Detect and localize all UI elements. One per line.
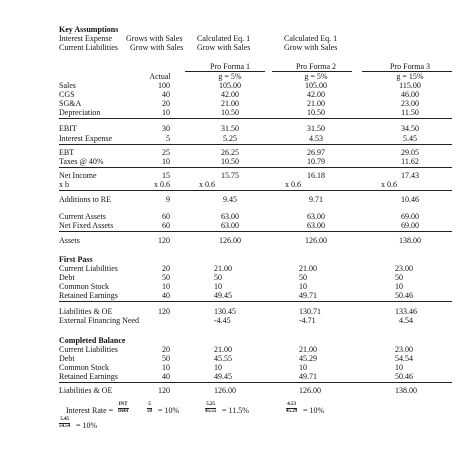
formula-denominator: Debt xyxy=(118,409,129,414)
row-pf1: 10.50 xyxy=(221,157,239,166)
row-pf1: 9.45 xyxy=(223,195,237,204)
row-pf3: 23.00 xyxy=(395,345,413,354)
row-pf1: 10.50 xyxy=(221,108,239,117)
row-pf3: x 0.6 xyxy=(381,180,397,189)
row-pf2: 49.71 xyxy=(299,291,317,300)
row-pf1: 15.75 xyxy=(221,171,239,180)
row-label: Debt xyxy=(59,273,75,282)
row-pf2: 63.00 xyxy=(307,212,325,221)
row-pf1: 50 xyxy=(214,273,222,282)
row-actual: 60 xyxy=(162,221,170,230)
row-pf3: 46.00 xyxy=(401,90,419,99)
growth-pf2: g = 5% xyxy=(304,72,328,81)
row-pf1: 63.00 xyxy=(221,221,239,230)
row-pf3: 10 xyxy=(395,363,403,372)
row-pf1: 5.25 xyxy=(223,134,237,143)
row-pf3: 50 xyxy=(395,273,403,282)
row-pf1: 21.00 xyxy=(221,99,239,108)
rate-denominator: 50 xyxy=(147,409,152,414)
row-label: Current Assets xyxy=(59,212,106,221)
first-pass-heading: First Pass xyxy=(59,255,93,264)
row-pf1: 126.00 xyxy=(219,236,241,245)
row-label: Liabilities & OE xyxy=(59,386,113,395)
row-actual: 120 xyxy=(158,236,170,245)
row-pf2: 126.00 xyxy=(299,386,321,395)
row-pf3: 138.00 xyxy=(395,386,417,395)
row-pf2: 21.00 xyxy=(299,264,317,273)
row-actual: 120 xyxy=(158,386,170,395)
rate-numerator: 4.53 xyxy=(287,402,296,407)
row-pf2: 10 xyxy=(299,363,307,372)
row-pf3: 133.46 xyxy=(395,307,417,316)
row-label: EBT xyxy=(59,148,75,157)
row-pf2: 4.53 xyxy=(309,134,323,143)
row-pf2: 10.50 xyxy=(307,108,325,117)
row-label: Liabilities & OE xyxy=(59,307,113,316)
row-pf3: 4.54 xyxy=(399,316,413,325)
formula-numerator: INT xyxy=(118,402,128,407)
rate-result-actual: = 10% xyxy=(158,406,180,415)
row-pf3: 50.46 xyxy=(395,291,413,300)
row-pf3: 11.62 xyxy=(401,157,419,166)
interest-rate-label: Interest Rate = xyxy=(66,406,114,415)
row-pf1: 45.55 xyxy=(214,354,232,363)
row-pf1: 10 xyxy=(214,363,222,372)
row-pf1: 126.00 xyxy=(214,386,236,395)
row-pf1: 105.00 xyxy=(219,81,241,90)
interest-formula xyxy=(117,402,129,415)
row-pf2: 42.00 xyxy=(307,90,325,99)
row-pf1: -4.45 xyxy=(214,316,231,325)
row-pf1: 130.45 xyxy=(214,307,236,316)
rate-fraction-actual xyxy=(146,402,153,415)
rate-denominator: 54.54 xyxy=(59,424,71,429)
row-label: Sales xyxy=(59,81,76,90)
row-actual: 50 xyxy=(162,273,170,282)
rate-denominator: 45.55 xyxy=(205,409,217,414)
row-actual: 15 xyxy=(162,171,170,180)
row-label: Current Liabilities xyxy=(59,345,118,354)
row-label: Additions to RE xyxy=(59,195,112,204)
row-pf3: 54.54 xyxy=(395,354,413,363)
row-pf3: 11.50 xyxy=(401,108,419,117)
row-actual: 30 xyxy=(162,124,170,133)
row-actual: 9 xyxy=(166,195,170,204)
row-pf2: 26.97 xyxy=(307,148,325,157)
rate-result-pf2: = 10% xyxy=(303,406,325,415)
row-label: Net Fixed Assets xyxy=(59,221,114,230)
assumption-sales: Grows with Sales xyxy=(126,34,183,43)
row-actual: 50 xyxy=(162,354,170,363)
row-actual: 20 xyxy=(162,345,170,354)
row-label: Taxes @ 40% xyxy=(59,157,104,166)
row-actual: 10 xyxy=(162,363,170,372)
row-label: Retained Earnings xyxy=(59,372,118,381)
row-label: EBIT xyxy=(59,124,77,133)
row-actual: 120 xyxy=(158,307,170,316)
rate-fraction-pf1 xyxy=(204,402,217,415)
row-pf1: 26.25 xyxy=(221,148,239,157)
assumption-calc: Calculated Eq. 1 xyxy=(197,34,251,43)
row-label: Retained Earnings xyxy=(59,291,118,300)
row-label: Current Liabilities xyxy=(59,264,118,273)
assumption-label: Interest Expense xyxy=(59,34,113,43)
row-actual: x 0.6 xyxy=(154,180,170,189)
row-actual: 40 xyxy=(162,372,170,381)
row-actual: 20 xyxy=(162,99,170,108)
row-actual: 100 xyxy=(158,81,170,90)
row-pf2: x 0.6 xyxy=(285,180,301,189)
row-pf1: 21.00 xyxy=(214,345,232,354)
row-actual: 10 xyxy=(162,157,170,166)
row-pf2: 10 xyxy=(299,282,307,291)
row-pf3: 23.00 xyxy=(401,99,419,108)
row-label: SG&A xyxy=(59,99,82,108)
row-pf3: 115.00 xyxy=(399,81,421,90)
row-actual: 10 xyxy=(162,108,170,117)
row-pf2: 49.71 xyxy=(299,372,317,381)
row-pf2: 10.79 xyxy=(307,157,325,166)
row-label: Depreciation xyxy=(59,108,101,117)
rate-denominator: 45.29 xyxy=(286,409,298,414)
col-header-pf1: Pro Forma 1 xyxy=(210,62,250,71)
assumption-calc2: Calculated Eq. 1 xyxy=(284,34,338,43)
row-pf3: 34.50 xyxy=(401,124,419,133)
row-actual: 10 xyxy=(162,282,170,291)
assumption-calc2: Grow with Sales xyxy=(284,43,338,52)
row-label: Assets xyxy=(59,236,80,245)
row-pf1: 42.00 xyxy=(221,90,239,99)
row-pf1: 49.45 xyxy=(214,372,232,381)
row-pf1: 21.00 xyxy=(214,264,232,273)
key-assumptions-heading: Key Assumptions xyxy=(59,25,119,34)
rate-result-pf3: = 10% xyxy=(76,421,98,430)
rate-numerator: 5.45 xyxy=(60,417,69,422)
row-pf3: 69.00 xyxy=(401,212,419,221)
row-pf2: 63.00 xyxy=(307,221,325,230)
growth-pf3: g = 15% xyxy=(396,72,424,81)
row-label: Common Stock xyxy=(59,363,110,372)
row-pf2: 16.18 xyxy=(307,171,325,180)
row-pf3: 10 xyxy=(395,282,403,291)
row-pf2: 105.00 xyxy=(305,81,327,90)
row-actual: 40 xyxy=(162,90,170,99)
rate-numerator: 5.25 xyxy=(206,402,215,407)
row-pf1: 31.50 xyxy=(221,124,239,133)
growth-pf1: g = 5% xyxy=(218,72,242,81)
row-pf2: 9.71 xyxy=(309,195,323,204)
row-pf2: -4.71 xyxy=(299,316,316,325)
row-pf3: 138.00 xyxy=(399,236,421,245)
row-label: Common Stock xyxy=(59,282,110,291)
row-pf3: 17.43 xyxy=(401,171,419,180)
row-label: CGS xyxy=(59,90,75,99)
row-label: x b xyxy=(59,180,69,189)
rate-result-pf1: = 11.5% xyxy=(222,406,249,415)
row-actual: 40 xyxy=(162,291,170,300)
rate-fraction-pf2 xyxy=(285,402,298,415)
row-label: Interest Expense xyxy=(59,134,113,143)
row-pf1: x 0.6 xyxy=(199,180,215,189)
row-pf2: 21.00 xyxy=(307,99,325,108)
row-pf3: 23.00 xyxy=(395,264,413,273)
row-pf3: 50.46 xyxy=(395,372,413,381)
row-pf3: 69.00 xyxy=(401,221,419,230)
row-pf2: 21.00 xyxy=(299,345,317,354)
row-pf1: 63.00 xyxy=(221,212,239,221)
rate-fraction-pf3 xyxy=(58,417,71,430)
row-pf2: 45.29 xyxy=(299,354,317,363)
row-actual: 5 xyxy=(166,134,170,143)
assumption-calc: Grow with Sales xyxy=(197,43,251,52)
col-header-actual: Actual xyxy=(149,72,171,81)
row-pf1: 10 xyxy=(214,282,222,291)
row-label: Debt xyxy=(59,354,75,363)
external-financing-label: External Financing Need xyxy=(59,316,139,325)
row-actual: 25 xyxy=(162,148,170,157)
assumption-label: Current Liabilities xyxy=(59,43,118,52)
col-header-pf2: Pro Forma 2 xyxy=(296,62,336,71)
row-pf2: 31.50 xyxy=(307,124,325,133)
row-pf3: 29.05 xyxy=(401,148,419,157)
row-pf2: 130.71 xyxy=(299,307,321,316)
row-pf3: 5.45 xyxy=(403,134,417,143)
assumption-sales: Grow with Sales xyxy=(130,43,184,52)
completed-balance-heading: Completed Balance xyxy=(59,336,126,345)
row-actual: 60 xyxy=(162,212,170,221)
row-pf2: 50 xyxy=(299,273,307,282)
row-pf1: 49.45 xyxy=(214,291,232,300)
row-actual: 20 xyxy=(162,264,170,273)
row-pf2: 126.00 xyxy=(305,236,327,245)
rate-numerator: 5 xyxy=(148,402,151,407)
row-pf3: 10.46 xyxy=(401,195,419,204)
row-label: Net Income xyxy=(59,171,97,180)
col-header-pf3: Pro Forma 3 xyxy=(390,62,430,71)
